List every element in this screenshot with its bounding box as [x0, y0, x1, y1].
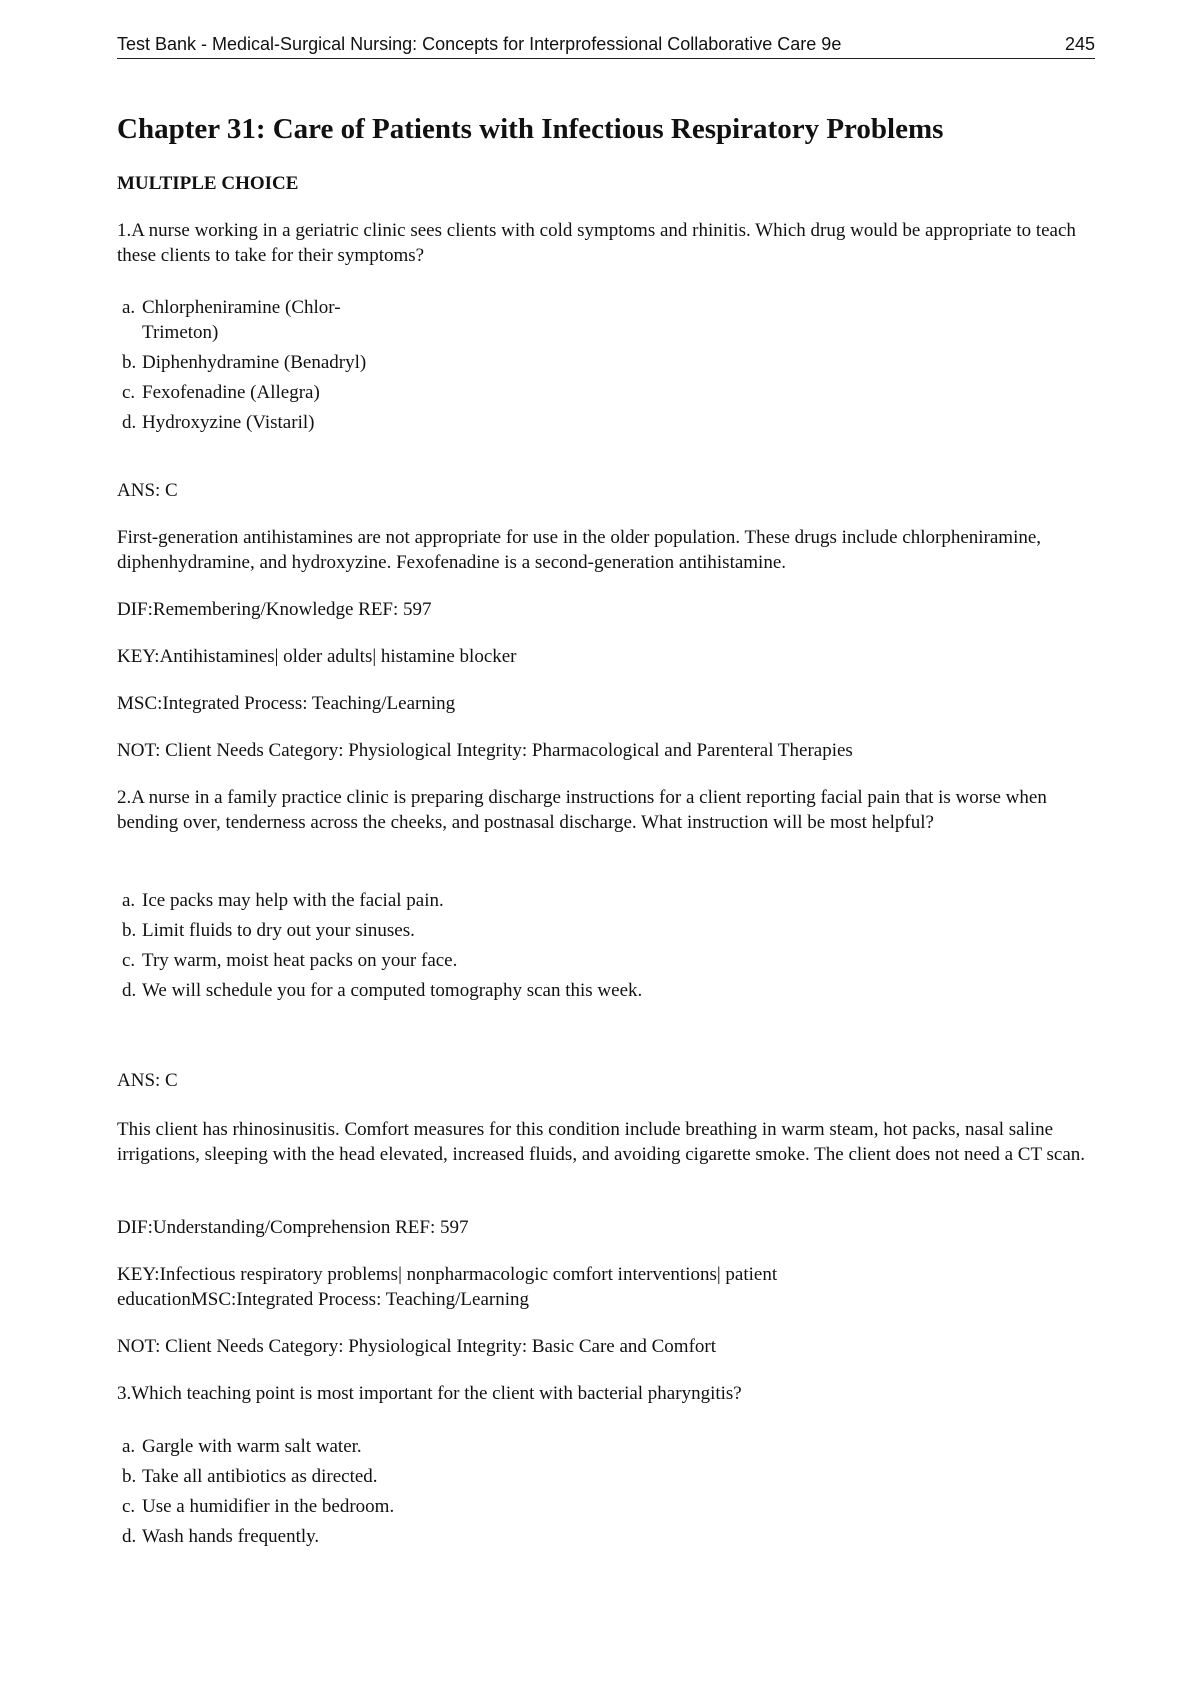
question-2-difficulty: DIF:Understanding/Comprehension REF: 597 [117, 1217, 469, 1238]
question-2-option-c [122, 948, 682, 973]
option-letter: d. [122, 412, 137, 433]
question-2-answer: ANS: C [117, 1070, 178, 1091]
question-1-not: NOT: Client Needs Category: Physiological Integrity: Pharmacological and Parenteral Therapies [117, 740, 853, 761]
option-text: Limit fluids to dry out your sinuses. [142, 920, 415, 941]
section-heading: MULTIPLE CHOICE [117, 173, 299, 194]
question-3-option-a [122, 1434, 682, 1459]
option-letter: a. [122, 297, 136, 318]
question-2-option-a [122, 888, 682, 913]
option-text: Try warm, moist heat packs on your face. [142, 950, 458, 971]
running-header [117, 34, 1095, 59]
question-1-rationale: First-generation antihistamines are not appropriate for use in the older population. These drugs include chlorpheniramine, diphenhydramine, and hydroxyzine. Fexofenadine is a second-generation antihistamine. [117, 527, 1042, 573]
option-letter: d. [122, 980, 137, 1001]
option-letter: d. [122, 1526, 137, 1547]
option-text: Take all antibiotics as directed. [142, 1466, 378, 1487]
option-text: Ice packs may help with the facial pain. [142, 890, 444, 911]
option-text: Use a humidifier in the bedroom. [142, 1496, 395, 1517]
question-1-keywords: KEY:Antihistamines| older adults| histamine blocker [117, 646, 517, 667]
option-letter: a. [122, 1436, 136, 1457]
question-1-option-c [122, 380, 682, 405]
question-2-option-b [122, 918, 682, 943]
question-1-answer: ANS: C [117, 480, 178, 501]
option-text: Gargle with warm salt water. [142, 1436, 362, 1457]
option-text: We will schedule you for a computed tomography scan this week. [142, 980, 643, 1001]
question-1-stem: 1.A nurse working in a geriatric clinic sees clients with cold symptoms and rhinitis. Which drug would be appropriate to teach these clients to take for their symptoms? [117, 220, 1076, 266]
option-text: Hydroxyzine (Vistaril) [142, 412, 315, 433]
option-letter: c. [122, 382, 136, 403]
question-1-difficulty: DIF:Remembering/Knowledge REF: 597 [117, 599, 432, 620]
option-text: Fexofenadine (Allegra) [142, 382, 320, 403]
option-letter: c. [122, 950, 136, 971]
option-letter: b. [122, 352, 137, 373]
question-2-keywords: KEY:Infectious respiratory problems| nonpharmacologic comfort interventions| patient educationMSC:Integrated Process: Teaching/Learning [117, 1264, 778, 1310]
question-1-option-a [122, 295, 682, 345]
chapter-title: Chapter 31: Care of Patients with Infectious Respiratory Problems [117, 113, 944, 145]
option-letter: a. [122, 890, 136, 911]
question-3-option-d [122, 1524, 682, 1549]
option-text: Diphenhydramine (Benadryl) [142, 352, 367, 373]
question-3-option-c [122, 1494, 682, 1519]
question-1-option-b [122, 350, 682, 375]
option-letter: c. [122, 1496, 136, 1517]
option-text: Chlorpheniramine (Chlor-Trimeton) [142, 297, 341, 343]
page-number: 245 [1064, 34, 1095, 54]
option-text: Wash hands frequently. [142, 1526, 320, 1547]
question-3-stem: 3.Which teaching point is most important for the client with bacterial pharyngitis? [117, 1383, 742, 1404]
option-letter: b. [122, 1466, 137, 1487]
question-2-option-d [122, 978, 682, 1003]
question-3-option-b [122, 1464, 682, 1489]
question-2-rationale: This client has rhinosinusitis. Comfort measures for this condition include breathing in warm steam, hot packs, nasal saline irrigations, sleeping with the head elevated, increased fluids, and avoiding cigarette smoke. The client does not need a CT scan. [117, 1119, 1085, 1165]
header-title: Test Bank - Medical-Surgical Nursing: Concepts for Interprofessional Collaborative Care 9e [117, 34, 842, 54]
question-2-stem: 2.A nurse in a family practice clinic is preparing discharge instructions for a client reporting facial pain that is worse when bending over, tenderness across the cheeks, and postnasal discharge. What instruction will be most helpful? [117, 787, 1047, 833]
question-1-msc: MSC:Integrated Process: Teaching/Learning [117, 693, 456, 714]
option-letter: b. [122, 920, 137, 941]
question-1-option-d [122, 410, 682, 435]
question-2-not: NOT: Client Needs Category: Physiological Integrity: Basic Care and Comfort [117, 1336, 717, 1357]
